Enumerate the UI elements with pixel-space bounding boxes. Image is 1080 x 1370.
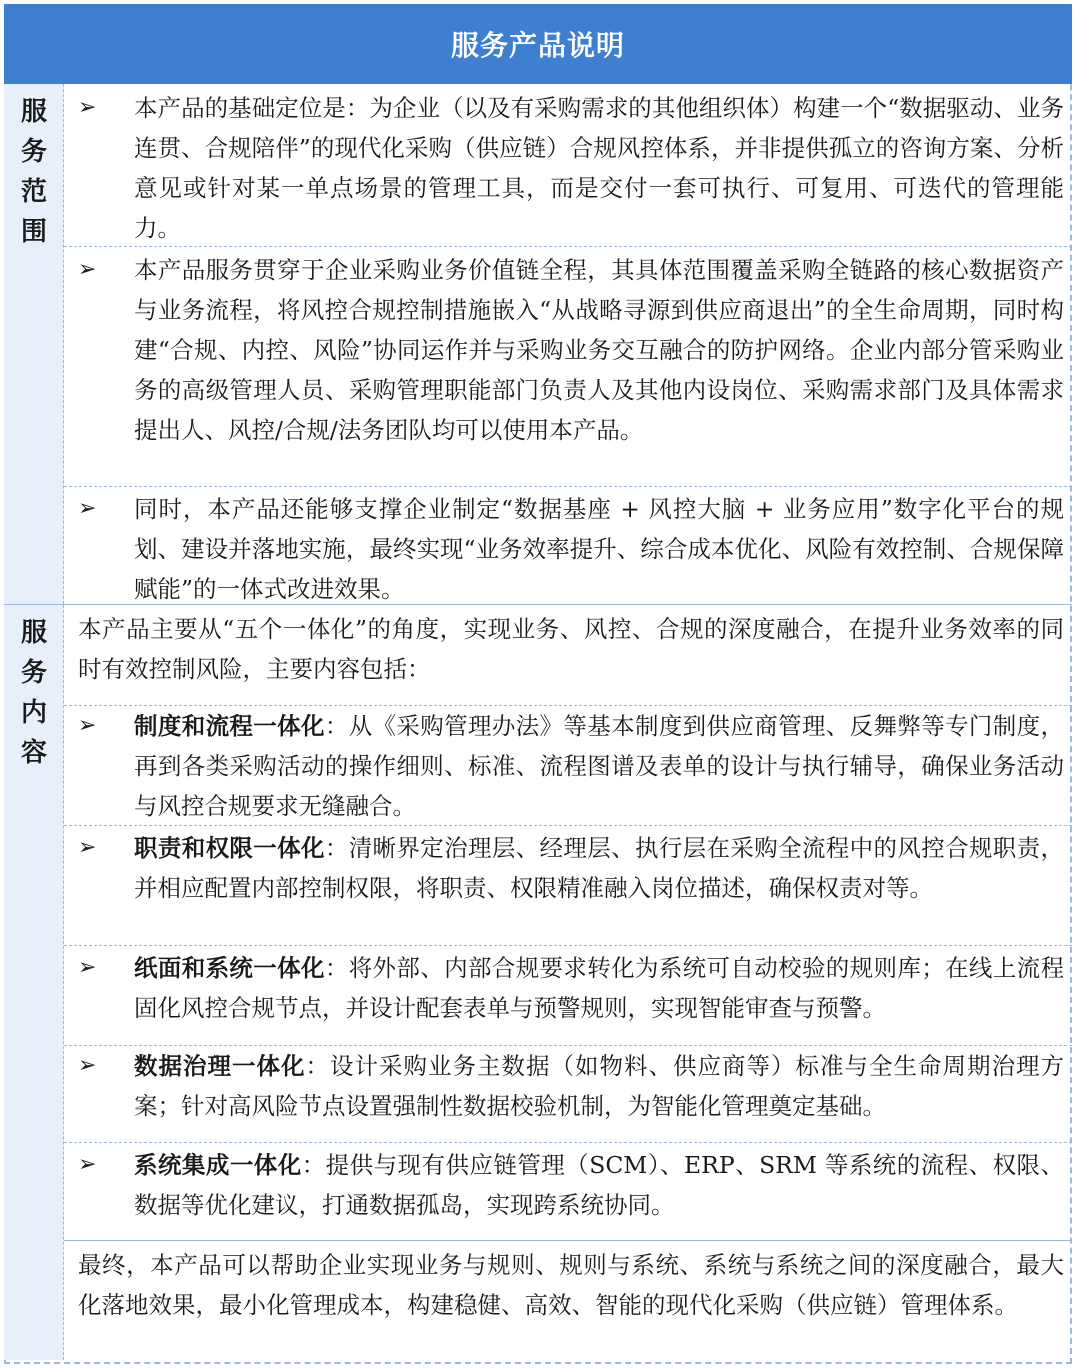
content-intro-text: 本产品主要从“五个一体化”的角度，实现业务、风控、合规的深度融合，在提升业务效率的同时有效控制风险，主要内容包括： <box>78 615 1064 683</box>
arrow-bullet-icon: ➢ <box>78 257 97 282</box>
content-item-title: 系统集成一体化 <box>134 1151 302 1179</box>
content-item-body: ：将外部、内部合规要求转化为系统可自动校验的规则库；在线上流程固化风控合规节点，并设计配套表单与预警规则，实现智能审查与预警。 <box>134 954 1065 1022</box>
content-item-body: ：从《采购管理办法》等基本制度到供应商管理、反舞弊等专门制度，再到各类采购活动的操作细则、标准、流程图谱及表单的设计与执行辅导，确保业务活动与风控合规要求无缝融合。 <box>134 712 1065 820</box>
scope-item <box>64 84 1072 246</box>
scope-label-cell <box>4 84 64 604</box>
scope-item-text: 同时，本产品还能够支撑企业制定“数据基座 + 风控大脑 + 业务应用”数字化平台的规划、建设并落地实施，最终实现“业务效率提升、综合成本优化、风险有效控制、合规保障赋能”的一体式改进效果。 <box>134 495 1064 603</box>
content-label: 服 务 内 容 <box>20 618 47 768</box>
content-item-text <box>134 1145 1064 1225</box>
conclusion-text: 最终，本产品可以帮助企业实现业务与规则、规则与系统、系统与系统之间的深度融合，最大化落地效果，最小化管理成本，构建稳健、高效、智能的现代化采购（供应链）管理体系。 <box>78 1251 1064 1319</box>
arrow-bullet-icon: ➢ <box>78 1152 97 1177</box>
content-item <box>64 825 1072 945</box>
arrow-bullet-icon: ➢ <box>78 95 97 120</box>
content-item-text <box>134 948 1064 1028</box>
content-item-title: 制度和流程一体化 <box>134 712 325 740</box>
content-item-title: 纸面和系统一体化 <box>134 954 325 982</box>
content-item <box>64 1142 1072 1240</box>
scope-item-text: 本产品的基础定位是：为企业（以及有采购需求的其他组织体）构建一个“数据驱动、业务连贯、合规陪伴”的现代化采购（供应链）合规风控体系，并非提供孤立的咨询方案、分析意见或针对某一单点场景的管理工具，而是交付一套可执行、可复用、可迭代的管理能力。 <box>134 94 1064 242</box>
arrow-bullet-icon: ➢ <box>78 1053 97 1078</box>
content-item-title: 职责和权限一体化 <box>134 834 325 862</box>
content-intro <box>64 605 1072 705</box>
content-item-body: ：清晰界定治理层、经理层、执行层在采购全流程中的风控合规职责，并相应配置内部控制权限，将职责、权限精准融入岗位描述，确保权责对等。 <box>134 834 1065 902</box>
content-label-cell <box>4 605 64 1360</box>
content-item-body: ：设计采购业务主数据（如物料、供应商等）标准与全生命周期治理方案；针对高风险节点设置强制性数据校验机制，为智能化管理奠定基础。 <box>134 1052 1064 1120</box>
scope-item-text: 本产品服务贯穿于企业采购业务价值链全程，其具体范围覆盖采购全链路的核心数据资产与业务流程，将风控合规控制措施嵌入“从战略寻源到供应商退出”的全生命周期，同时构建“合规、内控、风险”协同运作并与采购业务交互融合的防护网络。企业内部分管采购业务的高级管理人员、采购管理职能部门负责人及其他内设岗位、采购需求部门及具体需求提出人、风控/合规/法务团队均可以使用本产品。 <box>134 256 1064 444</box>
content-item-text <box>134 828 1064 908</box>
arrow-bullet-icon: ➢ <box>78 713 97 738</box>
content-item-text <box>134 1046 1064 1126</box>
scope-item <box>64 246 1072 486</box>
content-item-body: ：提供与现有供应链管理（SCM）、ERP、SRM 等系统的流程、权限、数据等优化建议，打通数据孤岛，实现跨系统协同。 <box>134 1151 1064 1219</box>
arrow-bullet-icon: ➢ <box>78 835 97 860</box>
scope-item <box>64 486 1072 604</box>
content-item-title: 数据治理一体化 <box>134 1052 306 1080</box>
content-conclusion <box>64 1240 1072 1364</box>
content-item <box>64 945 1072 1045</box>
arrow-bullet-icon: ➢ <box>78 496 97 521</box>
content-item-text <box>134 706 1064 826</box>
table-title: 服务产品说明 <box>4 4 1072 84</box>
content-item <box>64 705 1072 825</box>
scope-label: 服 务 范 围 <box>20 97 47 247</box>
arrow-bullet-icon: ➢ <box>78 955 97 980</box>
content-item <box>64 1045 1072 1142</box>
